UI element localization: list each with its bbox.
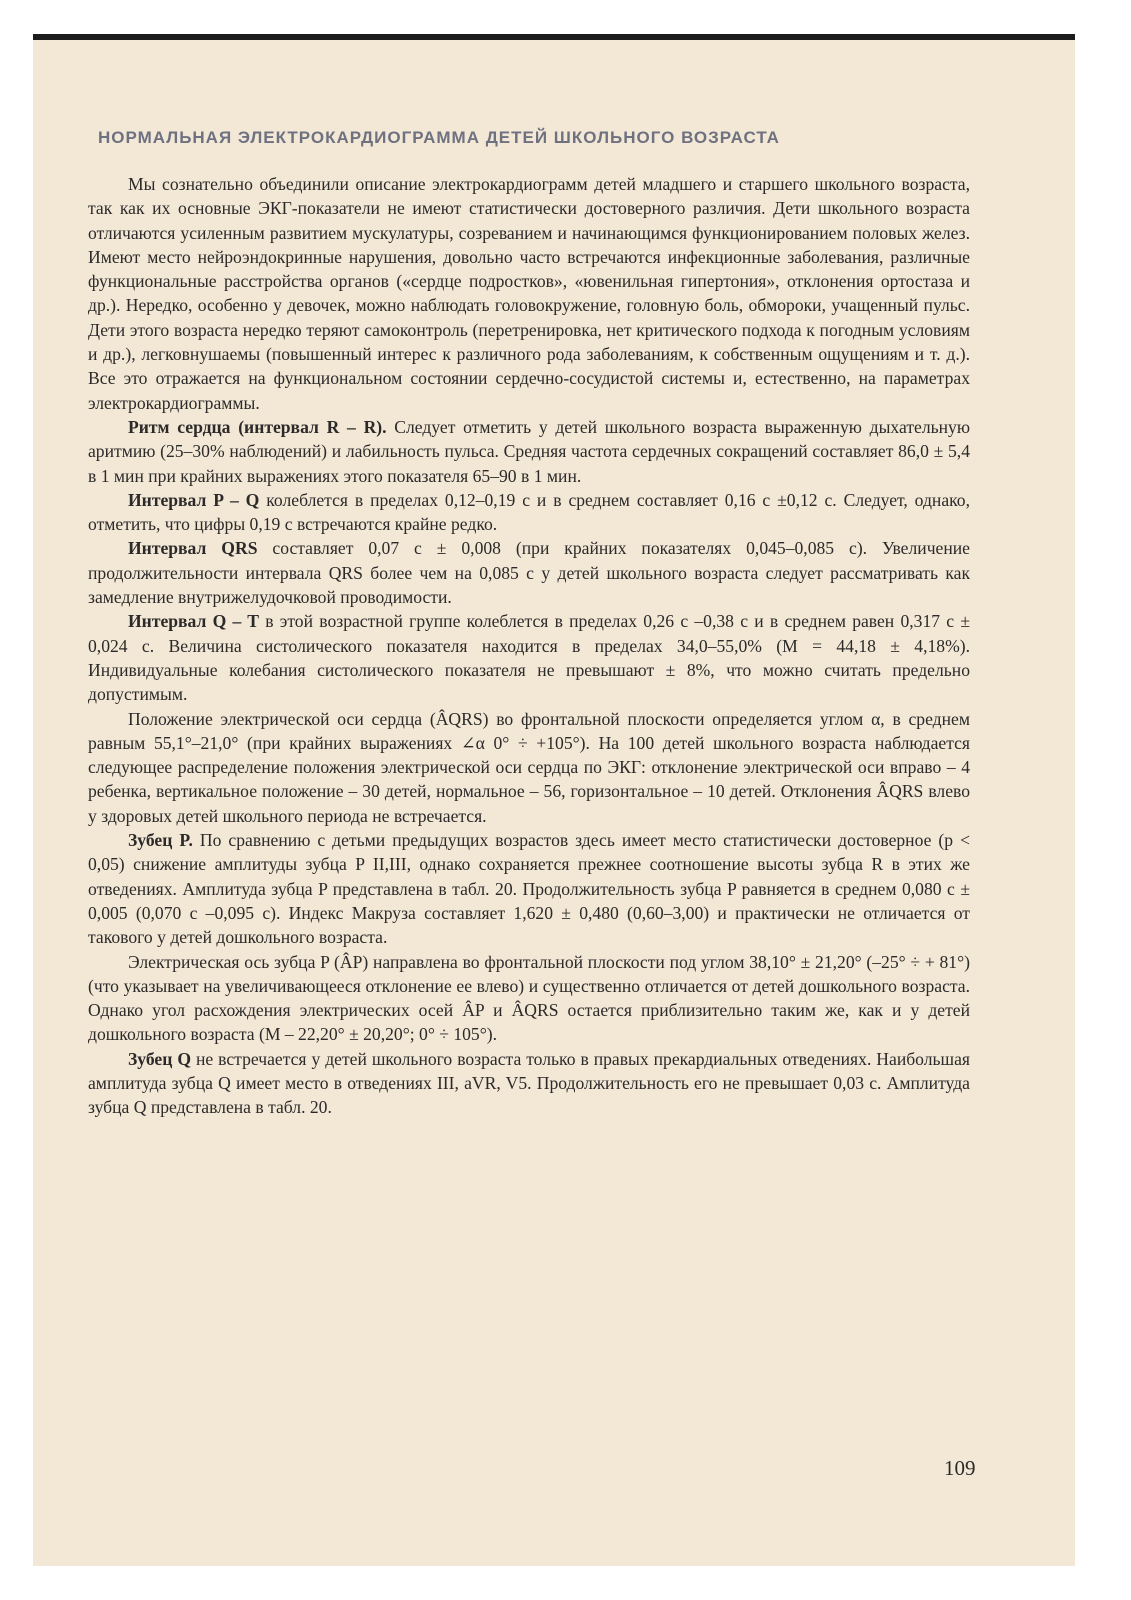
paragraph-electrical-axis [88, 707, 970, 828]
paragraph-text: Электрическая ось зубца P (ÂP) направлена во фронтальной плоскости под углом 38,10° ± 21,20° (–25° ÷ + 81°) (что указывает на увеличивающееся отклонение ее влево) и существенно отличается от детей дошкольного возраста. Однако угол расхождения электрических осей ÂP и ÂQRS остается приблизительно таким же, как и у детей дошкольного возраста (M – 22,20° ± 20,20°; 0° ÷ 105°). [88, 951, 970, 1045]
body-text [88, 172, 970, 1120]
paragraph-text: колеблется в пределах 0,12–0,19 с и в среднем составляет 0,16 с ±0,12 с. Следует, однако, отметить, что цифры 0,19 с встречаются крайне редко. [88, 489, 970, 535]
paragraph-text: Следует отметить у детей школьного возраста выраженную дыхательную аритмию (25–30% наблюдений) и лабильность пульса. Средняя частота сердечных сокращений составляет 86,0 ± 5,4 в 1 мин при крайних выражениях этого показателя 65–90 в 1 мин. [88, 416, 970, 486]
paragraph-text: в этой возрастной группе колеблется в пределах 0,26 с –0,38 с и в среднем равен 0,317 с ± 0,024 с. Величина систолического показателя находится в пределах 34,0–55,0% (M = 44,18 ± 4,18%). Индивидуальные колебания систолического показателя не превышают ± 8%, что можно считать предельно допустимым. [88, 611, 970, 705]
page-number: 109 [944, 1456, 976, 1480]
paragraph-term: Интервал P – Q [128, 489, 260, 510]
paragraph-term: Интервал Q – T [128, 611, 260, 632]
paragraph-heart-rhythm [88, 415, 970, 488]
paragraph-text: По сравнению с детьми предыдущих возрастов здесь имеет место статистически достоверное (p < 0,05) снижение амплитуды зубца P II,III, однако сохраняется прежнее соотношение высоты зубца R в этих же отведениях. Амплитуда зубца P представлена в табл. 20. Продолжительность зубца P равняется в среднем 0,080 с ± 0,005 (0,070 с –0,095 с). Индекс Макруза составляет 1,620 ± 0,480 (0,60–3,00) и практически не отличается от такового у детей дошкольного возраста. [88, 830, 970, 948]
paragraph-term: Ритм сердца (интервал R – R). [128, 416, 387, 437]
paragraph-qt-interval [88, 609, 970, 706]
paragraph-text: Мы сознательно объединили описание электрокардиограмм детей младшего и старшего школьного возраста, так как их основные ЭКГ-показатели не имеют статистически достоверного различия. Дети школьного возраста отличаются усиленным развитием мускулатуры, созреванием и начинающимся функционированием половых желез. Имеют место нейроэндокринные нарушения, довольно часто встречаются инфекционные заболевания, различные функциональные расстройства органов («сердце подростков», «ювенильная гипертония», отклонения ортостаза и др.). Нередко, особенно у девочек, можно наблюдать головокружение, головную боль, обмороки, учащенный пульс. Дети этого возраста нередко теряют самоконтроль (перетренировка, нет критического подхода к погодным условиям и др.), легковнушаемы (повышенный интерес к различного рода заболеваниям, к собственным ощущениям и т. д.). Все это отражается на функциональном состоянии сердечно-сосудистой системы и, естественно, на параметрах электрокардиограммы. [88, 174, 970, 413]
paragraph-text: не встречается у детей школьного возраста только в правых прекардиальных отведениях. Наибольшая амплитуда зубца Q имеет место в отведениях III, aVR, V5. Продолжительность его не превышает 0,03 с. Амплитуда зубца Q представлена в табл. 20. [88, 1048, 970, 1118]
paragraph-q-wave [88, 1047, 970, 1120]
paragraph-intro [88, 172, 970, 415]
paragraph-text: Положение электрической оси сердца (ÂQRS) во фронтальной плоскости определяется углом α, в среднем равным 55,1°–21,0° (при крайних выражениях ∠α 0° ÷ +105°). На 100 детей школьного возраста наблюдается следующее распределение положения электрической оси сердца по ЭКГ: отклонение электрической оси вправо – 4 ребенка, вертикальное положение – 30 детей, нормальное – 56, горизонтальное – 10 детей. Отклонения ÂQRS влево у здоровых детей школьного периода не встречается. [88, 708, 970, 826]
section-heading: НОРМАЛЬНАЯ ЭЛЕКТРОКАРДИОГРАММА ДЕТЕЙ ШКОЛЬНОГО ВОЗРАСТА [98, 128, 780, 147]
paragraph-term: Зубец Q [128, 1048, 192, 1069]
paragraph-p-wave-axis [88, 950, 970, 1047]
paragraph-term: Интервал QRS [128, 538, 258, 559]
paragraph-p-wave [88, 828, 970, 949]
paragraph-pq-interval [88, 488, 970, 537]
paragraph-qrs-interval [88, 536, 970, 609]
paragraph-text: составляет 0,07 с ± 0,008 (при крайних показателях 0,045–0,085 с). Увеличение продолжительности интервала QRS более чем на 0,085 с у детей школьного возраста следует рассматривать как замедление внутрижелудочковой проводимости. [88, 538, 970, 608]
paragraph-term: Зубец P. [128, 830, 193, 851]
